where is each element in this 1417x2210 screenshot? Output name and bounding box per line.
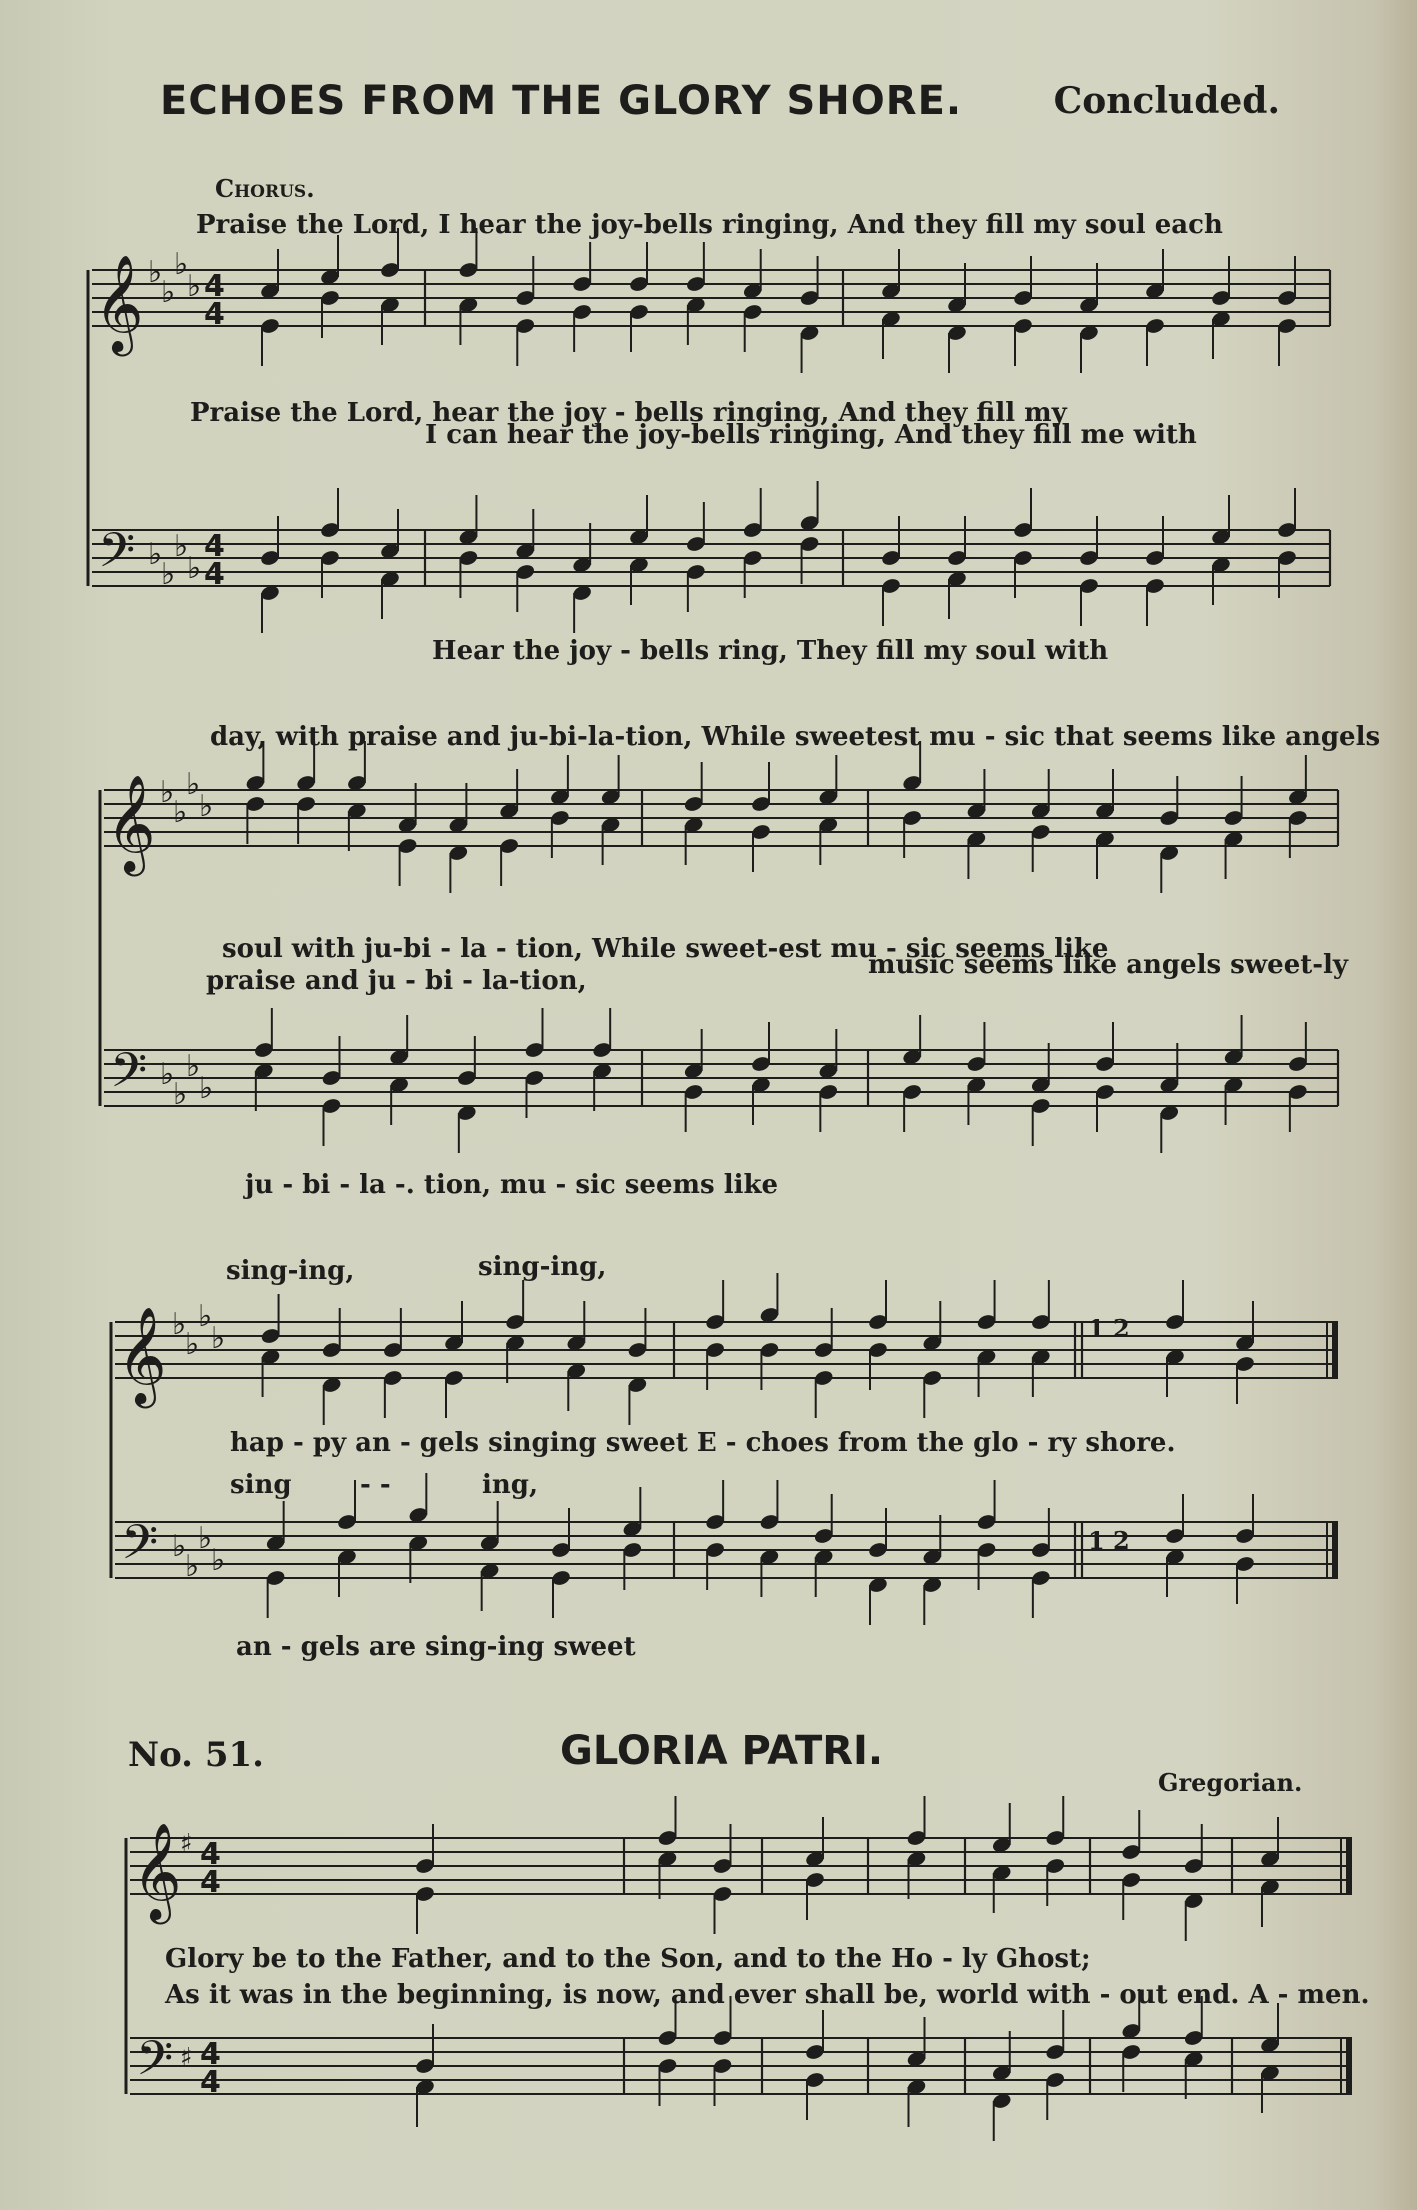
ending-label-treble: 1 2 <box>1088 1314 1130 1343</box>
lyric-s3-tenor-b: - - <box>360 1470 391 1500</box>
ending-label-bass: 1 2 <box>1088 1526 1130 1555</box>
hymn-title: GLORIA PATRI. <box>560 1728 884 1774</box>
hymn-number: No. 51. <box>128 1735 264 1775</box>
gloria-bass-clef-icon: 𝄢 <box>136 2030 174 2098</box>
concluded-label: Concluded. <box>1053 80 1280 122</box>
lyric-gloria-verse1: Glory be to the Father, and to the Son, and to the Ho - ly Ghost; <box>165 1944 1091 1974</box>
sys1-treble-time-top: 4 <box>204 269 225 304</box>
sys3-treble-flat-icon: ♭ <box>211 1321 226 1356</box>
sys3-treble-clef-icon: 𝄞 <box>117 1306 167 1404</box>
sys2-treble-flat-icon: ♭ <box>173 795 188 830</box>
lyric-s3-soprano-b: sing-ing, <box>478 1252 607 1282</box>
gloria-treble-final-thick <box>1346 1838 1352 1894</box>
sys3-bass-flat-icon: ♭ <box>198 1521 213 1556</box>
lyric-s1-soprano: Praise the Lord, I hear the joy-bells ringing, And they fill my soul each <box>196 210 1223 240</box>
chorus-label: Chorus. <box>215 174 315 203</box>
sys3-bass-final-thick <box>1332 1522 1338 1578</box>
gloria-bass-time-bottom: 4 <box>200 2065 221 2100</box>
sys1-bass-flat-icon: ♭ <box>148 537 163 572</box>
lyric-s2-soprano: day, with praise and ju-bi-la-tion, While sweetest mu - sic that seems like angels <box>210 722 1381 752</box>
page-title: ECHOES FROM THE GLORY SHORE. <box>160 78 963 124</box>
sys2-treble-clef-icon: 𝄞 <box>106 774 156 872</box>
lyric-s2-alto: soul with ju-bi - la - tion, While sweet-est mu - sic seems like <box>222 934 1109 964</box>
lyric-s2-bass: ju - bi - la -. tion, mu - sic seems like <box>245 1170 778 1200</box>
sys1-treble-flat-icon: ♭ <box>187 269 202 304</box>
sys2-bass-flat-icon: ♭ <box>173 1077 188 1112</box>
sys1-treble-time-bottom: 4 <box>204 297 225 332</box>
sys2-treble-flat-icon: ♭ <box>199 789 214 824</box>
lyric-s2-tenor-a: praise and ju - bi - la-tion, <box>206 966 587 996</box>
sys1-bass-time-bottom: 4 <box>204 557 225 592</box>
sys2-bass-flat-icon: ♭ <box>160 1057 175 1092</box>
sys1-bass-time-top: 4 <box>204 529 225 564</box>
gloria-bass-sharp-icon: ♯ <box>180 2043 193 2073</box>
sys1-treble-flat-icon: ♭ <box>174 247 189 282</box>
lyric-s3-tenor-c: ing, <box>482 1470 539 1500</box>
lyric-s3-soprano-a: sing-ing, <box>226 1256 355 1286</box>
lyric-s3-tenor-a: sing <box>230 1470 292 1500</box>
sys1-treble-flat-icon: ♭ <box>148 255 163 290</box>
sys3-treble-flat-icon: ♭ <box>198 1299 213 1334</box>
lyric-gloria-verse2: As it was in the beginning, is now, and ever shall be, world with - out end. A - men. <box>165 1980 1370 2010</box>
gloria-treble-time-bottom: 4 <box>200 1865 221 1900</box>
sys1-bass-flat-icon: ♭ <box>174 529 189 564</box>
sys1-treble-flat-icon: ♭ <box>161 275 176 310</box>
sys3-bass-flat-icon: ♭ <box>185 1549 200 1584</box>
sys2-treble-flat-icon: ♭ <box>186 767 201 802</box>
gloria-treble-sharp-icon: ♯ <box>180 1829 193 1859</box>
sys1-bass-flat-icon: ♭ <box>161 557 176 592</box>
sys2-bass-flat-icon: ♭ <box>186 1049 201 1084</box>
gloria-bass-time-top: 4 <box>200 2037 221 2072</box>
sys2-bass-flat-icon: ♭ <box>199 1071 214 1106</box>
lyric-s3-alto: hap - py an - gels singing sweet E - choes from the glo - ry shore. <box>230 1428 1176 1458</box>
lyric-s1-alto: Praise the Lord, hear the joy - bells ringing, And they fill my <box>190 398 1067 428</box>
sys3-treble-final-thick <box>1332 1322 1338 1378</box>
sys1-bass-flat-icon: ♭ <box>187 551 202 586</box>
gloria-bass-final-thick <box>1346 2038 1352 2094</box>
gloria-treble-clef-icon: 𝄞 <box>132 1822 182 1920</box>
sys3-treble-flat-icon: ♭ <box>172 1307 187 1342</box>
sys1-bass-clef-icon: 𝄢 <box>98 522 136 590</box>
sys3-bass-clef-icon: 𝄢 <box>121 1514 159 1582</box>
sys1-treble-clef-icon: 𝄞 <box>94 254 144 352</box>
lyric-s3-bass: an - gels are sing-ing sweet <box>236 1632 636 1662</box>
lyric-s1-bass: Hear the joy - bells ring, They fill my soul with <box>432 636 1109 666</box>
gloria-treble-time-top: 4 <box>200 1837 221 1872</box>
lyric-s2-tenor-b: music seems like angels sweet-ly <box>868 950 1349 980</box>
lyric-s1-tenor: I can hear the joy-bells ringing, And they fill me with <box>425 420 1197 450</box>
sys3-bass-flat-icon: ♭ <box>172 1529 187 1564</box>
sys2-bass-clef-icon: 𝄢 <box>110 1042 148 1110</box>
sys3-bass-flat-icon: ♭ <box>211 1543 226 1578</box>
composer-label: Gregorian. <box>1158 1768 1303 1797</box>
sys2-treble-flat-icon: ♭ <box>160 775 175 810</box>
sys3-treble-flat-icon: ♭ <box>185 1327 200 1362</box>
